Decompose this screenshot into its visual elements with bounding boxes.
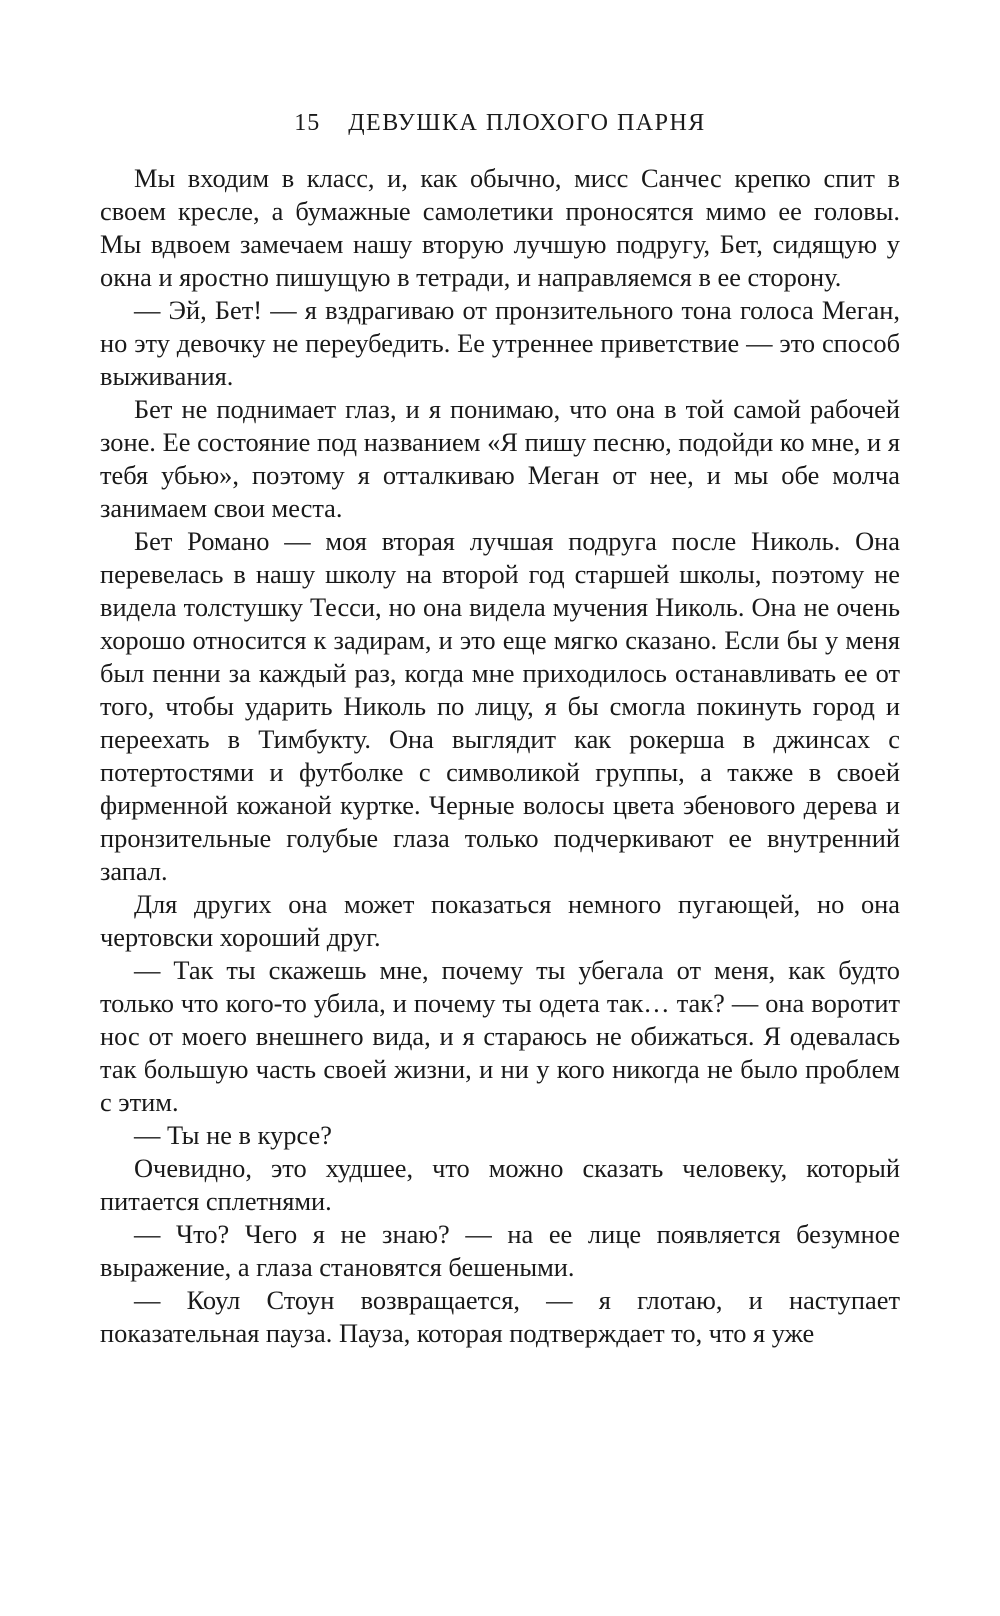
paragraph: — Что? Чего я не знаю? — на ее лице появляется безумное выражение, а глаза становятся бешеными. (100, 1219, 900, 1282)
body-text (100, 162, 900, 1350)
paragraph: Бет Романо — моя вторая лучшая подруга после Николь. Она перевелась в нашу школу на второй год старшей школы, поэтому не видела толстушку Тесси, но она видела мучения Николь. Она не очень хорошо относится к задирам, и это еще мягко сказано. Если бы у меня был пенни за каждый раз, когда мне приходилось останавливать ее от того, чтобы ударить Николь по лицу, я бы смогла покинуть город и переехать в Тимбукту. Она выглядит как рокерша в джинсах с потертостями и футболке с символикой группы, а также в своей фирменной кожаной куртке. Черные волосы цвета эбенового дерева и пронзительные голубые глаза только подчеркивают ее внутренний запал. (100, 526, 900, 886)
paragraph: — Эй, Бет! — я вздрагиваю от пронзительного тона голоса Меган, но эту девочку не переубедить. Ее утреннее приветствие — это способ выживания. (100, 295, 900, 391)
paragraph: Мы входим в класс, и, как обычно, мисс Санчес крепко спит в своем кресле, а бумажные самолетики проносятся мимо ее головы. Мы вдвоем замечаем нашу вторую лучшую подругу, Бет, сидящую у окна и яростно пишущую в тетради, и направляемся в ее сторону. (100, 163, 900, 292)
running-head (100, 110, 900, 144)
page-number: 15 (294, 110, 321, 136)
paragraph: — Коул Стоун возвращается, — я глотаю, и наступает показательная пауза. Пауза, которая подтверждает то, что я уже (100, 1285, 900, 1348)
running-title: ДЕВУШКА ПЛОХОГО ПАРНЯ (348, 110, 706, 136)
paragraph: — Ты не в курсе? (134, 1120, 332, 1150)
paragraph: Для других она может показаться немного пугающей, но она чертовски хороший друг. (100, 889, 900, 952)
paragraph: — Так ты скажешь мне, почему ты убегала от меня, как будто только что кого-то убила, и почему ты одета так… так? — она воротит нос от моего внешнего вида, и я стараюсь не обижаться. Я одевалась так большую часть своей жизни, и ни у кого никогда не было проблем с этим. (100, 955, 900, 1117)
paragraph: Очевидно, это худшее, что можно сказать человеку, который питается сплетнями. (100, 1153, 900, 1216)
paragraph: Бет не поднимает глаз, и я понимаю, что она в той самой рабочей зоне. Ее состояние под названием «Я пишу песню, подойди ко мне, и я тебя убью», поэтому я отталкиваю Меган от нее, и мы обе молча занимаем свои места. (100, 394, 900, 523)
book-page (100, 110, 900, 1350)
